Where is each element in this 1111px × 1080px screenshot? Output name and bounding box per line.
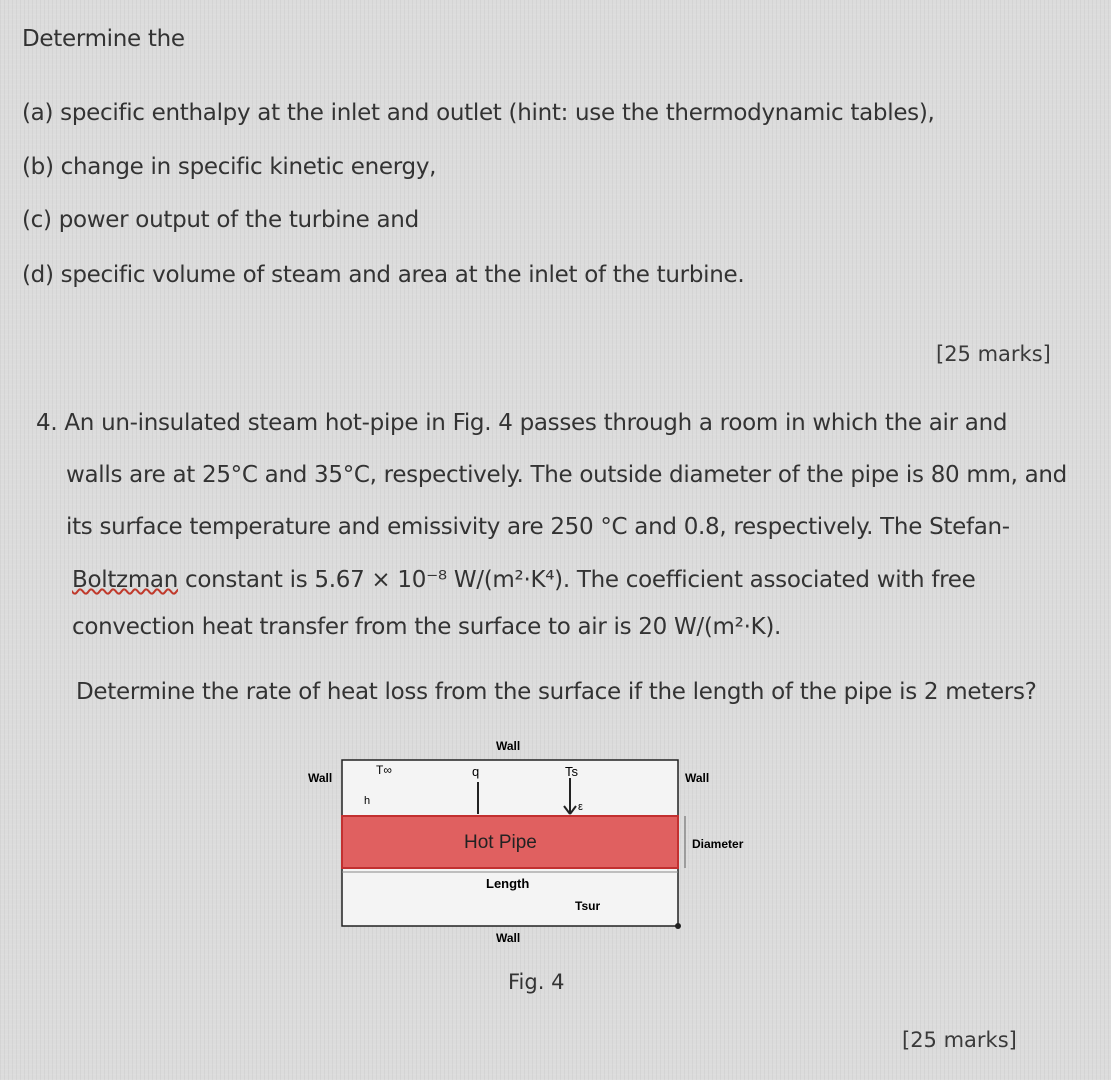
q4-line-2: walls are at 25°C and 35°C, respectively. The outside diameter of the pipe is 80 mm, and — [66, 462, 1067, 488]
part-a: (a) specific enthalpy at the inlet and outlet (hint: use the thermodynamic tables), — [22, 100, 935, 126]
label-wall-right: Wall — [685, 771, 710, 785]
label-hot-pipe: Hot Pipe — [464, 832, 537, 853]
label-wall-bottom: Wall — [496, 931, 521, 945]
marks-q4: [25 marks] — [902, 1028, 1017, 1052]
part-b: (b) change in specific kinetic energy, — [22, 154, 437, 180]
label-epsilon: ε — [578, 801, 583, 813]
q4-line-5: convection heat transfer from the surface to air is 20 W/(m²·K). — [72, 614, 782, 640]
label-t-inf: T∞ — [376, 763, 392, 777]
label-length: Length — [486, 876, 530, 891]
q4-line-4 — [72, 567, 975, 593]
figure-caption: Fig. 4 — [508, 970, 565, 994]
corner-dot-icon — [675, 923, 681, 929]
label-h: h — [364, 795, 371, 807]
fig-4-diagram — [300, 730, 780, 960]
misspelled-word: Boltzman — [72, 567, 179, 593]
label-wall-top: Wall — [496, 739, 521, 753]
part-d: (d) specific volume of steam and area at the inlet of the turbine. — [22, 262, 745, 288]
label-t-sur: Tsur — [575, 899, 601, 913]
q4-line-1: 4. An un-insulated steam hot-pipe in Fig. 4 passes through a room in which the air and — [36, 410, 1008, 436]
marks-q3: [25 marks] — [936, 342, 1051, 366]
label-wall-left: Wall — [308, 771, 333, 785]
part-c: (c) power output of the turbine and — [22, 207, 419, 233]
intro-line: Determine the — [22, 26, 185, 52]
label-t-s: Ts — [565, 764, 578, 779]
label-diameter: Diameter — [692, 837, 744, 851]
room-top-box — [342, 760, 678, 816]
q4-line-4-rest: constant is 5.67 × 10⁻⁸ W/(m²·K⁴). The coefficient associated with free — [178, 567, 976, 593]
label-q: q — [472, 764, 480, 779]
q4-task: Determine the rate of heat loss from the surface if the length of the pipe is 2 meters? — [76, 679, 1037, 705]
q4-line-3: its surface temperature and emissivity are 250 °C and 0.8, respectively. The Stefan- — [66, 514, 1010, 540]
